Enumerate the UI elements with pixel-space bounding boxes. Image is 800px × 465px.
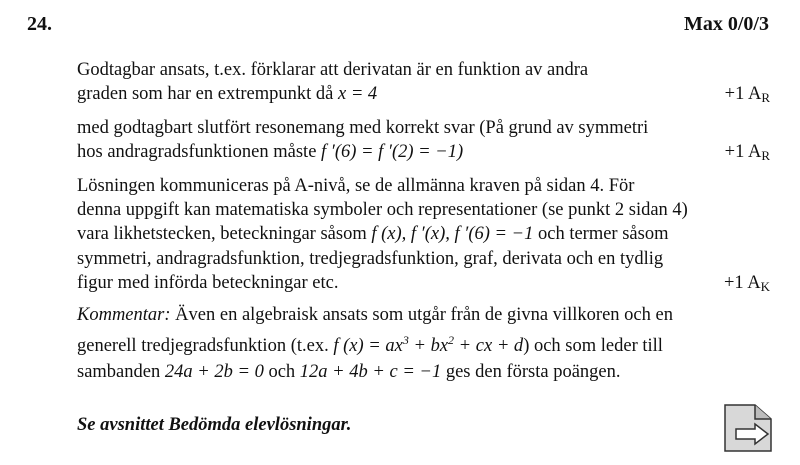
criterion-1-line-1: Godtagbar ansats, t.ex. förklarar att derivatan är en funktion av andra (77, 60, 589, 80)
comment-line-2: generell tredjegradsfunktion (t.ex. f $(x) = ax^3 + bx^2$ + cx + d) och som leder till (77, 333, 663, 356)
criterion-3-line-3: vara likhetstecken, beteckningar såsom f (x), f ′(x), f ′(6) = −1 och termer såsom (77, 224, 669, 244)
comment-line-1: Kommentar: Även en algebraisk ansats som utgår från de givna villkoren och en (77, 305, 673, 325)
comment-label: Kommentar: (77, 305, 171, 325)
see-section-reference: Se avsnittet Bedömda elevlösningar. (77, 415, 352, 435)
criterion-3-points: +1 $A_K$ (723, 273, 770, 294)
max-points: Max 0/0/3 (684, 13, 769, 35)
criterion-3-line-4: symmetri, andragradsfunktion, tredjegradsfunktion, graf, derivata och en tydlig (77, 249, 664, 269)
criterion-2-line-1: med godtagbart slutfört resonemang med korrekt svar (På grund av symmetri (77, 118, 649, 138)
criterion-3-line-1: Lösningen kommuniceras på A-nivå, se de allmänna kraven på sidan 4. För (77, 176, 635, 196)
criterion-2-line-2: hos andragradsfunktionen måste f ′(6) = f ′(2) = −1) (77, 142, 464, 162)
criterion-2-points: +1 $A_R$ (724, 142, 770, 163)
criterion-3-line-5: figur med införda beteckningar etc. (77, 273, 339, 293)
criterion-1-points: +1 $A_R$ (724, 84, 770, 105)
comment-line-3: sambanden 24a + 2b = 0 och 12a + 4b + c = −1 ges den första poängen. (77, 362, 621, 382)
question-number: 24. (27, 13, 52, 35)
criterion-1-line-2: graden som har en extrempunkt då x = 4 (77, 84, 378, 104)
criterion-3-line-2: denna uppgift kan matematiska symboler och representationer (se punkt 2 sidan 4) (77, 200, 688, 220)
document-link-icon[interactable] (722, 404, 774, 452)
